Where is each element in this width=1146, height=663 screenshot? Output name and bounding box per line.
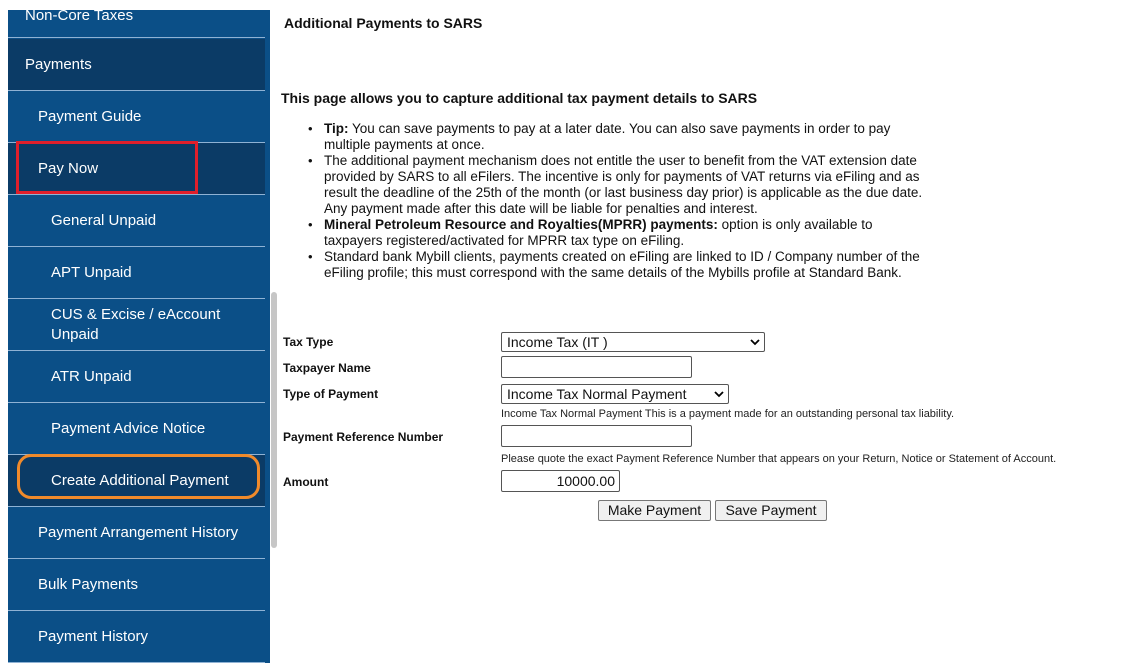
sidebar-item-bulk-payments[interactable] xyxy=(8,559,265,611)
sidebar-item-apt-unpaid[interactable] xyxy=(8,247,265,299)
sidebar-item-non-core-taxes[interactable] xyxy=(8,10,265,38)
info-list xyxy=(324,121,934,281)
taxpayer-name-label: Taxpayer Name xyxy=(283,361,371,375)
sidebar-item-label: Payment Advice Notice xyxy=(51,419,206,437)
sidebar-scrollbar-thumb[interactable] xyxy=(271,292,277,548)
sidebar-item-payment-guide[interactable] xyxy=(8,91,265,143)
sidebar-item-label: APT Unpaid xyxy=(51,263,132,281)
tax-type-value: Income Tax (IT ) xyxy=(507,334,608,350)
list-item-text: option is only available to taxpayers registered/activated for MPRR tax type on eFiling. xyxy=(324,217,873,248)
reference-input[interactable] xyxy=(501,425,692,447)
amount-input[interactable]: 10000.00 xyxy=(501,470,620,492)
sidebar-item-label: Payment Arrangement History xyxy=(38,523,239,541)
page-title: Additional Payments to SARS xyxy=(284,15,483,31)
sidebar-item-payment-arrangement-history[interactable] xyxy=(8,507,265,559)
list-item xyxy=(324,249,934,281)
payment-type-label: Type of Payment xyxy=(283,387,379,401)
reference-label: Payment Reference Number xyxy=(283,430,444,444)
reference-help: Please quote the exact Payment Reference Number that appears on your Return, Notice or Statement of Account. xyxy=(501,453,1057,465)
sidebar-item-label: Payment History xyxy=(38,627,149,645)
list-item-bold: Tip: xyxy=(324,121,349,136)
list-item xyxy=(324,153,934,217)
list-item xyxy=(324,217,934,249)
list-item-bold: Mineral Petroleum Resource and Royalties(MPRR) payments: xyxy=(324,217,718,232)
sidebar-item-label: General Unpaid xyxy=(51,211,157,229)
sidebar-item-payment-advice-notice[interactable] xyxy=(8,403,265,455)
sidebar-item-label: ATR Unpaid xyxy=(51,367,132,385)
tax-type-select[interactable] xyxy=(501,332,765,352)
sidebar-item-cus-excise-unpaid[interactable] xyxy=(8,299,265,351)
sidebar-item-label: Pay Now xyxy=(38,159,99,177)
sidebar-item-general-unpaid[interactable] xyxy=(8,195,265,247)
list-item-text: You can save payments to pay at a later date. You can also save payments in order to pay multiple payments at once. xyxy=(324,121,891,152)
payment-type-value: Income Tax Normal Payment xyxy=(507,386,687,402)
payment-type-help: Income Tax Normal Payment This is a payment made for an outstanding personal tax liability. xyxy=(501,408,955,420)
make-payment-button[interactable]: Make Payment xyxy=(598,500,711,521)
sidebar-item-label: Payments xyxy=(25,55,92,73)
intro-heading: This page allows you to capture additional tax payment details to SARS xyxy=(281,90,758,106)
main-content xyxy=(283,0,1143,663)
save-payment-button[interactable]: Save Payment xyxy=(715,500,827,521)
highlight-pay-now xyxy=(16,141,198,194)
chevron-down-icon xyxy=(714,388,724,400)
payment-type-select[interactable] xyxy=(501,384,729,404)
tax-type-label: Tax Type xyxy=(283,335,334,349)
chevron-down-icon xyxy=(750,336,760,348)
highlight-create-additional-payment xyxy=(17,454,260,499)
amount-label: Amount xyxy=(283,475,329,489)
sidebar xyxy=(8,10,278,663)
list-item-text: The additional payment mechanism does not entitle the user to benefit from the VAT extension date provided by SARS to all eFilers. The incentive is only for payments of VAT returns via eFiling and as result the deadline of the 25th of the month (or last business day prior) is applicable as the due date. Any payment made after this date will be liable for penalties and interest. xyxy=(324,153,923,216)
sidebar-item-label: Non-Core Taxes xyxy=(25,10,134,24)
sidebar-item-label: Payment Guide xyxy=(38,107,142,125)
sidebar-item-label: Create Additional Payment xyxy=(51,471,229,489)
sidebar-item-atr-unpaid[interactable] xyxy=(8,351,265,403)
sidebar-item-label: Bulk Payments xyxy=(38,575,139,593)
sidebar-item-label: CUS & Excise / eAccount Unpaid xyxy=(51,305,221,343)
taxpayer-name-input[interactable] xyxy=(501,356,692,378)
sidebar-item-payment-history[interactable] xyxy=(8,611,265,663)
sidebar-item-payments[interactable] xyxy=(8,39,265,91)
list-item xyxy=(324,121,934,153)
list-item-text: Standard bank Mybill clients, payments created on eFiling are linked to ID / Company number of the eFiling profile; this must correspond with the same details of the Mybills profile at Standard Bank. xyxy=(324,249,920,280)
